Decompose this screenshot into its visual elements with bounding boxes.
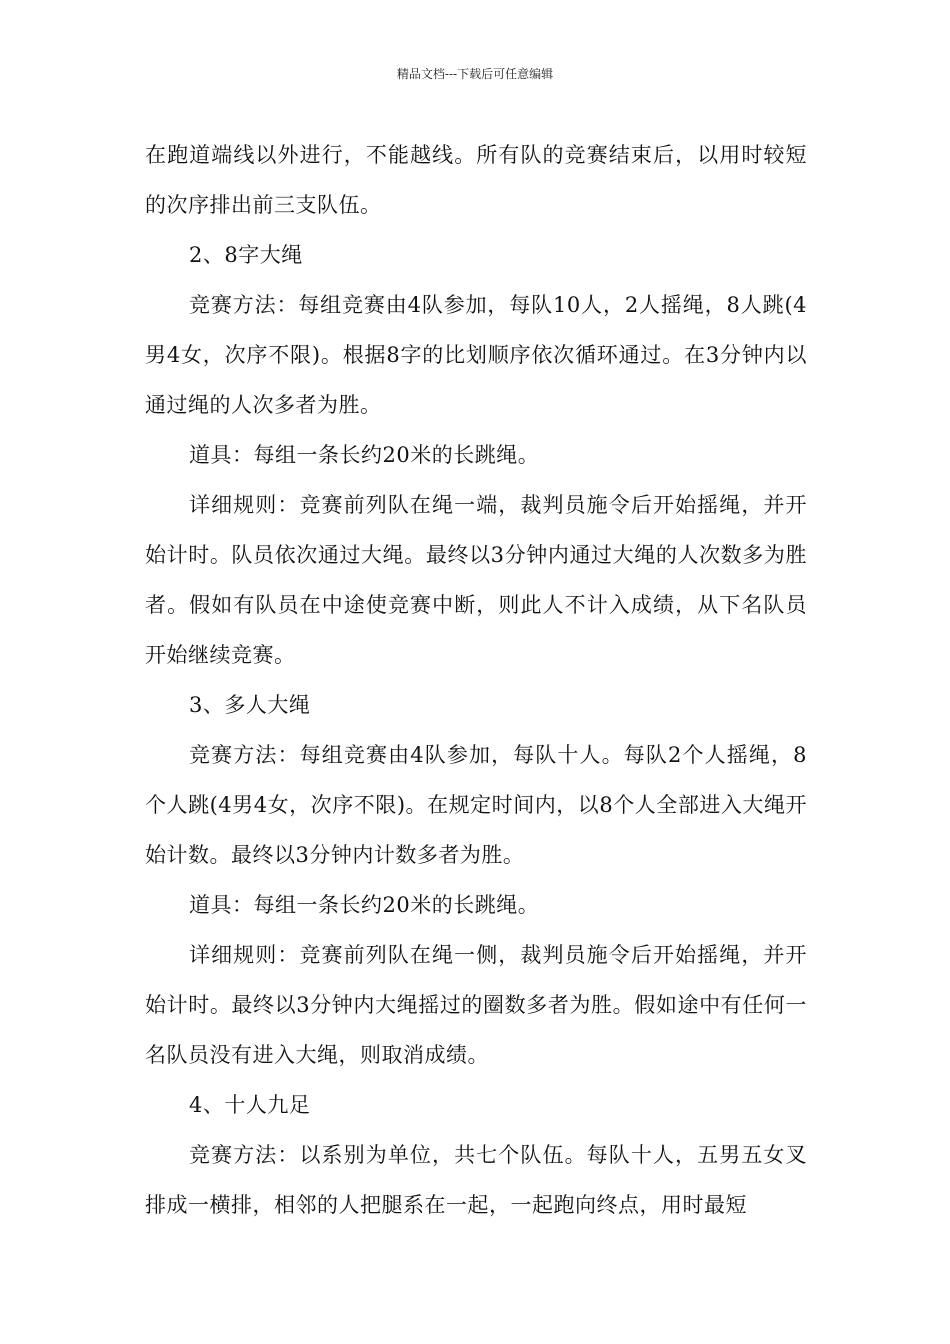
page-header: 精品文档---下载后可任意编辑 (396, 67, 554, 81)
paragraph: 道具：每组一条长约20米的长跳绳。 (189, 893, 540, 917)
paragraph: 详细规则：竞赛前列队在绳一端，裁判员施令后开始摇绳，并开始计时。队员依次通过大绳。最终以3分钟内通过大绳的人次数多为胜者。假如有队员在中途使竞赛中断，则此人不计入成绩，从下名队员开始继续竞赛。 (145, 493, 807, 667)
paragraph: 竞赛方法：以系别为单位，共七个队伍。每队十人，五男五女叉排成一横排，相邻的人把腿系在一起，一起跑向终点，用时最短 (145, 1143, 807, 1217)
document-body (145, 130, 807, 1230)
section-heading: 2、8字大绳 (189, 243, 303, 267)
paragraph: 竞赛方法：每组竞赛由4队参加，每队十人。每队2个人摇绳，8个人跳(4男4女，次序不限)。在规定时间内，以8个人全部进入大绳开始计数。最终以3分钟内计数多者为胜。 (145, 743, 807, 867)
paragraph: 竞赛方法：每组竞赛由4队参加，每队10人，2人摇绳，8人跳(4男4女，次序不限)。根据8字的比划顺序依次循环通过。在3分钟内以通过绳的人次多者为胜。 (145, 293, 807, 417)
section-heading: 3、多人大绳 (189, 693, 311, 717)
paragraph: 道具：每组一条长约20米的长跳绳。 (189, 443, 540, 467)
paragraph: 在跑道端线以外进行，不能越线。所有队的竞赛结束后，以用时较短的次序排出前三支队伍。 (145, 143, 807, 217)
paragraph: 详细规则：竞赛前列队在绳一侧，裁判员施令后开始摇绳，并开始计时。最终以3分钟内大绳摇过的圈数多者为胜。假如途中有任何一名队员没有进入大绳，则取消成绩。 (145, 943, 807, 1067)
section-heading: 4、十人九足 (189, 1093, 311, 1117)
